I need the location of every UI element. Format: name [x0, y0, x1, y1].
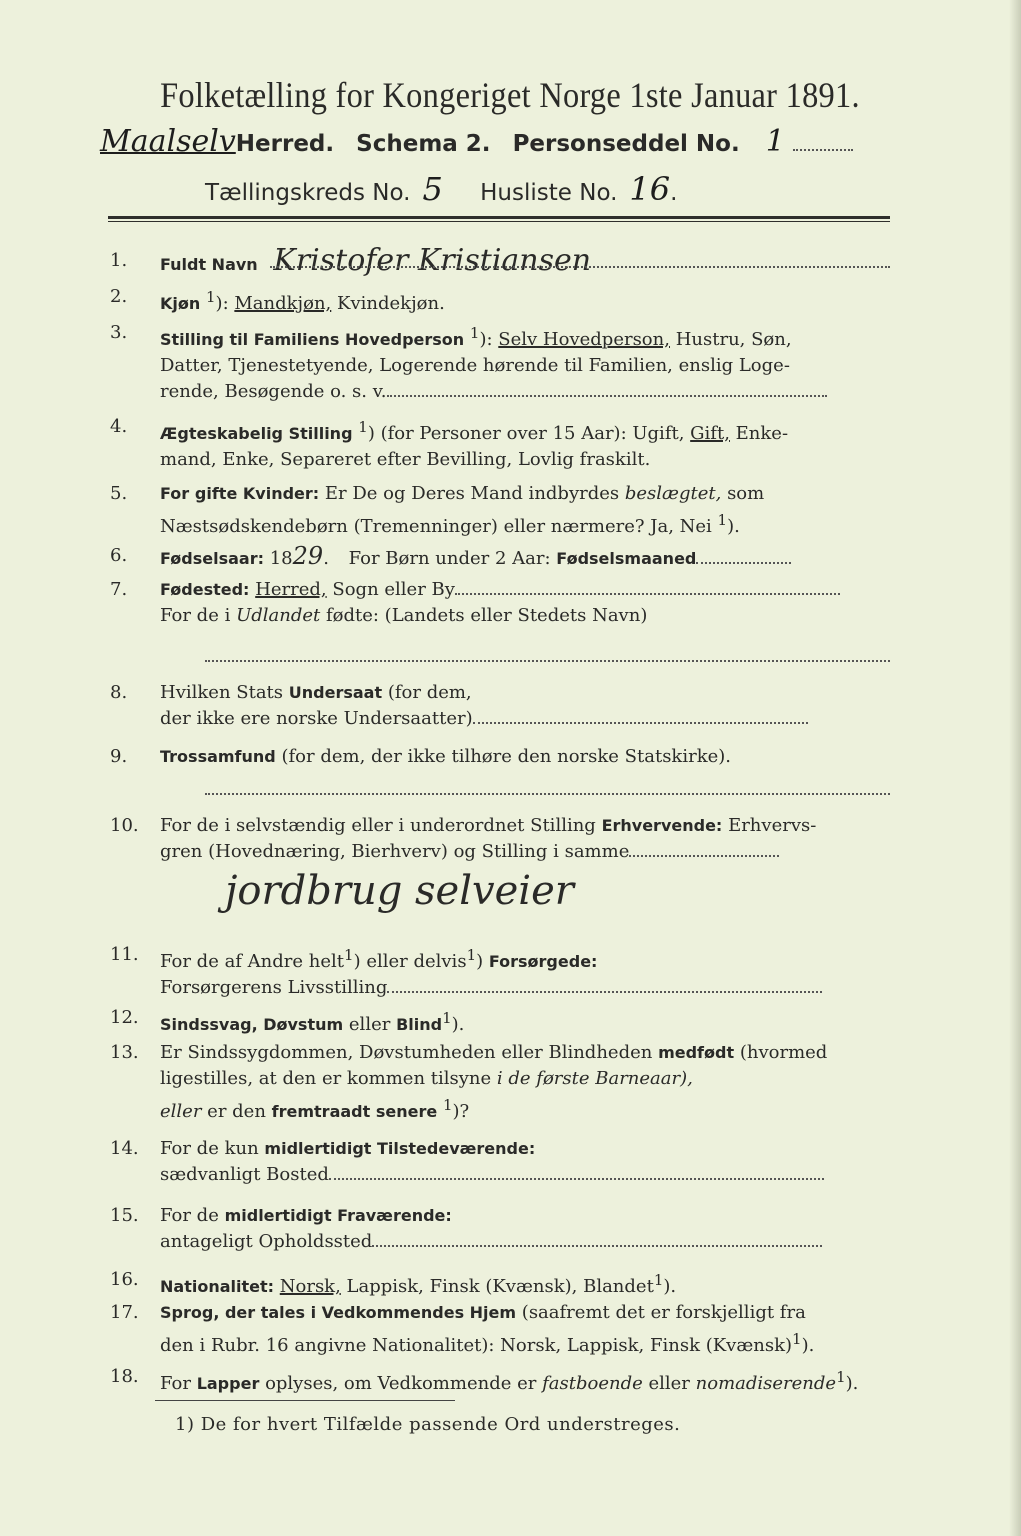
usual-residence: sædvanligt Bosted — [160, 1164, 329, 1185]
married-women-label: gifte Kvinder: — [194, 484, 320, 503]
dots — [372, 1245, 822, 1247]
congenital-label: medfødt — [658, 1043, 735, 1062]
congenital-rest: (hvormed — [739, 1042, 828, 1063]
item-number: 11. — [110, 944, 139, 965]
birthplace-selected: Herred, — [255, 579, 327, 600]
name-value: Kristofer Kristiansen — [273, 243, 592, 278]
personseddel-value: 1 — [765, 124, 785, 159]
blind-label: Blind — [396, 1015, 443, 1034]
citizenship-rest: (for dem, — [387, 682, 472, 703]
item-number: 16. — [110, 1269, 139, 1290]
language-label: Sprog, der tales i Vedkommendes Hjem — [160, 1303, 517, 1322]
sex-label: Kjøn — [160, 294, 201, 313]
abroad-dots — [205, 660, 890, 662]
disability-label: Sindssvag, Døvstum — [160, 1015, 344, 1034]
congenital-line2-italic: i de første Barneaar), — [496, 1068, 693, 1089]
religion-label: Trossamfund — [160, 747, 276, 766]
item-number: 15. — [110, 1205, 139, 1226]
item-number: 18. — [110, 1366, 139, 1387]
footnote-ref: 1 — [206, 288, 216, 306]
item-number: 8. — [110, 682, 128, 703]
abroad-text-b: fødte: (Landets eller Stedets Navn) — [325, 605, 648, 626]
family-position-label: Stilling til Familiens Hovedperson — [160, 330, 465, 349]
occupation-rest: Erhvervs- — [728, 815, 817, 836]
sami-rest: oplyses, om Vedkommende er — [265, 1373, 537, 1394]
sami-or: eller — [648, 1373, 690, 1394]
supporter-line: Forsørgerens Livsstilling — [160, 977, 388, 998]
item-number: 7. — [110, 579, 128, 600]
married-question: Er De og Deres Mand indbyrdes — [324, 483, 620, 504]
item-number: 17. — [110, 1302, 139, 1323]
sami-prefix: For — [160, 1373, 191, 1394]
marital-label: Ægteskabelig Stilling — [160, 424, 353, 443]
temp-present-prefix: For de kun — [160, 1138, 259, 1159]
nationality-selected: Norsk, — [279, 1276, 341, 1297]
congenital-line2: ligestilles, at den er kommen tilsyne — [160, 1068, 492, 1089]
family-position-options: Hustru, Søn, — [675, 329, 792, 350]
item-number: 2. — [110, 286, 128, 307]
married-related: beslægtet, — [624, 483, 722, 504]
supported-label: Forsørgede: — [488, 952, 598, 971]
language-rest: (saafremt det er forskjelligt fra — [521, 1302, 806, 1323]
birth-year-label: Fødselsaar: — [160, 549, 264, 568]
citizenship-prefix: Hvilken Stats — [160, 682, 284, 703]
sex-option-male: Mandkjøn, — [234, 293, 332, 314]
sami-label: Lapper — [196, 1374, 260, 1393]
married-question-b: som — [727, 483, 765, 504]
religion-rest: (for dem, der ikke tilhøre den norske Statskirke). — [281, 746, 732, 767]
sami-settled: fastboende — [542, 1373, 643, 1394]
dots — [329, 1178, 824, 1180]
supported-prefix: For de af Andre helt — [160, 951, 345, 972]
header-rule-thin — [108, 221, 890, 222]
schema-label: Schema 2. — [356, 131, 491, 157]
personseddel-label: Personseddel No. — [512, 131, 740, 157]
family-position-options-2: Datter, Tjenestetyende, Logerende hørende til Familien, enslig Loge- — [160, 355, 790, 376]
probable-residence: antageligt Opholdssted — [160, 1231, 373, 1252]
married-prefix: For — [160, 484, 190, 503]
kreds-label: Tællingskreds No. — [205, 180, 411, 206]
dots — [455, 593, 840, 595]
footnote-mark: 1) — [175, 1414, 195, 1435]
family-position-options-3: rende, Besøgende o. s. v. — [160, 381, 387, 402]
temp-present-label: midlertidigt Tilstedeværende: — [264, 1139, 536, 1158]
marital-options-b: Enke- — [735, 423, 789, 444]
dots — [387, 991, 822, 993]
name-dots — [270, 266, 890, 268]
header-rule — [108, 216, 890, 219]
footnote-ref: 1 — [469, 324, 480, 342]
herred-value: Maalselv — [100, 124, 236, 159]
husliste-value: 16 — [629, 170, 671, 208]
census-form: Folketælling for Kongeriget Norge 1ste Januar 1891. MaalselvHerred. Schema 2. Personseddel No. 1 Tællingskreds No. 5 Husliste No. 16. 1. Fuldt Navn Kristofer Kristiansen 2. Kjøn $^1$): Mandkjøn, Kvindekjøn. 3. Stilling til Familiens Hovedperson $^1$): Selv Hovedperson, Hustru, Søn, Datter, Tjenestetyende, Logerende hørende til Familien, enslig Loge- rende, Besøgende o. s. v. 4. Ægteskabelig Stilling $^1$) (for Personer over 15 Aar): Ugift, Gift, Enke- mand, Enke, Separeret efter Bevilling, Lovlig fraskilt. 5. For gifte Kvinder: Er De og Deres Mand indbyrdes beslægtet, som Næstsødskendebørn (Tremenninger) eller nærmere? Ja, Nei $^1$). 6. Fødselsaar: 1829. For Børn under 2 Aar: Fødselsmaaned 7. Fødested: Herred, Sogn eller By For de i Udlandet fødte: (Landets eller Stedets Navn) 8. Hvilken Stats Undersaat (for dem, der ikke ere norske Undersaatter) 9. Trossamfund (for dem, der ikke tilhøre den norske Statskirke). 10. For de i selvstændig eller i underordnet Stilling Erhvervende: Erhvervs- gren (Hovednæring, Bierhverv) og Stilling i samme jordbrug selveier 11. For de af Andre helt$^1$) eller delvis$^1$) Forsørgede: Forsørgerens Livsstilling 12. Sindssvag, Døvstum eller Blind$^1$). 13. Er Sindssygdommen, Døvstumheden eller Blindheden medfødt (hvormed ligestilles, at den er kommen tilsyne i de første Barneaar), eller er den fremtraadt senere $^1$)? 14. For de kun midlertidigt Tilstedeværende: sædvanligt Bosted 15. For de midlertidigt Fraværende: antageligt Opholdssted 16. Nationalitet: Norsk, Lappisk, Finsk (Kvænsk), Blandet$^1$). 17. Sprog, der tales i Vedkommendes Hjem (saafremt det er forskjelligt fra den i Rubr. 16 angivne Nationalitet): Norsk, Lappisk, Finsk (Kvænsk)$^1$). 18. For Lapper oplyses, om Vedkommende er fastboende eller nomadiserende$^1$). 1) De for hvert Tilfælde passende Ord understreges. — [0, 0, 1021, 1536]
name-label: Fuldt Navn — [160, 255, 258, 274]
footnote-ref: 1 — [358, 418, 368, 436]
husliste-label: Husliste No. — [480, 180, 618, 206]
page-edge — [1009, 0, 1021, 1536]
occupation-prefix: For de i selvstændig eller i underordnet Stilling — [160, 815, 596, 836]
marital-options: (for Personer over 15 Aar): Ugift, — [380, 423, 685, 444]
header-line-herred — [100, 124, 853, 159]
congenital-prefix: Er Sindssygdommen, Døvstumheden eller Blindheden — [160, 1042, 653, 1063]
herred-label: Herred. — [235, 131, 335, 157]
footnote — [175, 1414, 680, 1435]
birth-month-label: Fødselsmaaned — [556, 549, 697, 568]
kreds-value: 5 — [422, 170, 443, 208]
marital-options-2: mand, Enke, Separeret efter Bevilling, Lovlig fraskilt. — [160, 449, 651, 470]
abroad-italic: Udlandet — [236, 605, 321, 626]
nationality-label: Nationalitet: — [160, 1277, 275, 1296]
birthplace-label: Fødested: — [160, 580, 250, 599]
language-line2: den i Rubr. 16 angivne Nationalitet): Norsk, Lappisk, Finsk (Kvænsk) — [160, 1335, 793, 1356]
item-number: 9. — [110, 746, 128, 767]
family-position-selected: Selv Hovedperson, — [498, 329, 670, 350]
religion-dots — [205, 793, 890, 795]
item-number: 13. — [110, 1042, 139, 1063]
occupation-value: jordbrug selveier — [225, 868, 574, 914]
item-number: 14. — [110, 1138, 139, 1159]
dots — [696, 562, 791, 564]
supported-mid: eller delvis — [366, 951, 467, 972]
citizenship-line2: der ikke ere norske Undersaatter) — [160, 708, 473, 729]
sex-option-female: Kvindekjøn. — [337, 293, 445, 314]
married-question-2: Næstsødskendebørn (Tremenninger) eller nærmere? Ja, Nei — [160, 516, 712, 537]
item-number: 4. — [110, 416, 128, 437]
abroad-text: For de i — [160, 605, 231, 626]
item-number: 5. — [110, 483, 128, 504]
congenital-line3-italic: eller — [160, 1101, 202, 1122]
later-label: fremtraadt senere — [271, 1102, 438, 1121]
dots — [629, 855, 779, 857]
item-number: 10. — [110, 815, 139, 836]
temp-absent-prefix: For de — [160, 1205, 219, 1226]
infant-text: For Børn under 2 Aar: — [348, 548, 551, 569]
dots — [473, 722, 808, 724]
sami-nomadic: nomadiserende — [695, 1373, 837, 1394]
item-number: 6. — [110, 545, 128, 566]
item-number: 12. — [110, 1007, 139, 1028]
citizenship-label: Undersaat — [288, 683, 383, 702]
temp-absent-label: midlertidigt Fraværende: — [224, 1206, 452, 1225]
dots — [387, 395, 827, 397]
birthplace-options: Sogn eller By — [332, 579, 455, 600]
marital-selected: Gift, — [690, 423, 730, 444]
header-line-kreds: Tællingskreds No. 5 Husliste No. 16. — [205, 170, 678, 208]
congenital-line3: er den — [207, 1101, 266, 1122]
occupation-label: Erhvervende: — [601, 816, 723, 835]
item-number: 1. — [110, 250, 128, 271]
footnote-rule — [155, 1400, 455, 1401]
occupation-line2: gren (Hovednæring, Bierhverv) og Stilling i samme — [160, 841, 630, 862]
nationality-options: Lappisk, Finsk (Kvænsk), Blandet — [346, 1276, 654, 1297]
item-number: 3. — [110, 322, 128, 343]
birth-year-value: 29 — [292, 542, 324, 570]
disability-or: eller — [348, 1014, 391, 1035]
form-title: Folketælling for Kongeriget Norge 1ste Januar 1891. — [160, 75, 860, 115]
birth-year-prefix: 18 — [269, 548, 293, 569]
personseddel-dots — [793, 149, 853, 151]
footnote-text: De for hvert Tilfælde passende Ord understreges. — [200, 1414, 681, 1435]
